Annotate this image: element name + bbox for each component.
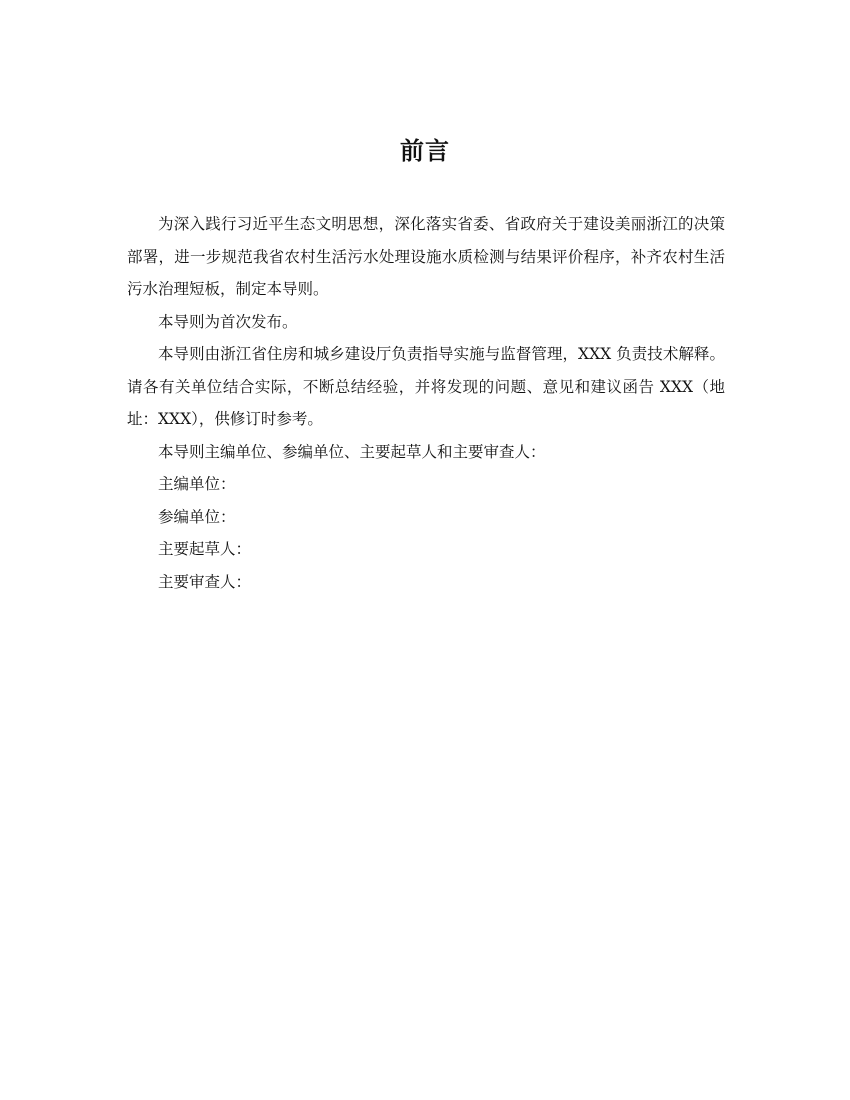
paragraph-contributors-intro: 本导则主编单位、参编单位、主要起草人和主要审查人：	[158, 442, 546, 461]
paragraph-first-release: 本导则为首次发布。	[158, 312, 298, 331]
paragraph-chief-editor: 主编单位：	[158, 475, 236, 493]
paragraph-intro: 为深入践行习近平生态文明思想，深化落实省委、省政府关于建设美丽浙江的决策部署，进一步规范我省农村生活污水处理设施水质检测与结果评价程序，补齐农村生活污水治理短板，制定本导则。	[127, 215, 725, 298]
paragraph-management: 本导则由浙江省住房和城乡建设厅负责指导实施与监督管理，XXX 负责技术解释。请各有关单位结合实际，不断总结经验，并将发现的问题、意见和建议函告 XXX（地址：XXX），供修订时参考。	[127, 345, 725, 428]
page-title: 前言	[400, 136, 450, 165]
preface-body	[127, 208, 725, 598]
paragraph-participating-units: 参编单位：	[158, 507, 236, 526]
paragraph-main-reviewers: 主要审查人：	[158, 572, 252, 591]
paragraph-main-drafters: 主要起草人：	[158, 540, 252, 558]
